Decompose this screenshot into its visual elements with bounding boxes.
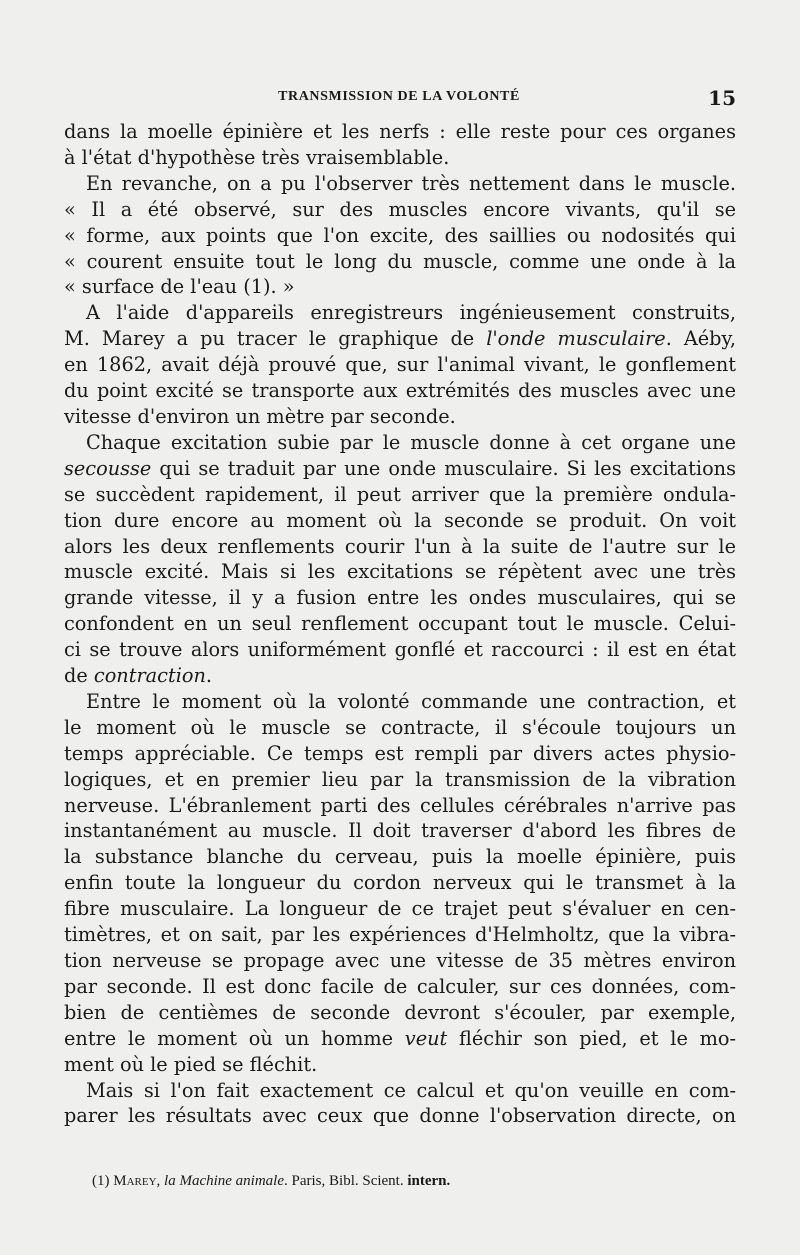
text-line: « courent ensuite tout le long du muscle, comme une onde à la	[64, 249, 736, 273]
text-line	[64, 456, 736, 482]
text-line: confondent en un seul renflement occupant tout le muscle. Celui-	[64, 612, 736, 636]
footnote-separator: ,	[156, 1173, 165, 1189]
text-line: bien de centièmes de seconde devront s'écouler, par exemple,	[64, 1000, 736, 1024]
text-line: fibre musculaire. La longueur de ce trajet peut s'évaluer en cen-	[64, 897, 736, 921]
text-segment: fléchir son pied, et le mo-	[447, 1026, 736, 1050]
text-line: temps appréciable. Ce temps est rempli par divers actes physio-	[64, 741, 736, 765]
footnote	[92, 1173, 450, 1190]
italic-term: l'onde musculaire	[486, 327, 666, 351]
footnote-marker: (1)	[92, 1173, 114, 1189]
footnote-publisher: . Paris, Bibl. Scient.	[284, 1173, 408, 1189]
text-line: nerveuse. L'ébranlement parti des cellules cérébrales n'arrive pas	[64, 793, 736, 817]
text-segment: entre le moment où un homme	[64, 1026, 405, 1050]
text-segment: M. Marey a pu tracer le graphique de	[64, 327, 487, 351]
page-header	[62, 86, 736, 111]
text-line: enfin toute la longueur du cordon nerveux qui le transmet à la	[64, 871, 736, 895]
text-line: en 1862, avait déjà prouvé que, sur l'animal vivant, le gonflement	[64, 353, 736, 377]
italic-term: veut	[404, 1026, 448, 1050]
text-line: alors les deux renflements courir l'un à la suite de l'autre sur le	[64, 534, 736, 558]
text-segment: .	[205, 664, 213, 688]
text-line	[64, 1026, 736, 1052]
text-line: « Il a été observé, sur des muscles encore vivants, qu'il se	[64, 197, 736, 221]
text-line: Mais si l'on fait exactement ce calcul et qu'on veuille en com-	[86, 1078, 736, 1102]
text-segment: . Aéby,	[665, 327, 736, 351]
text-line: se succèdent rapidement, il peut arriver que la première ondula-	[64, 482, 736, 506]
text-line: « surface de l'eau (1). »	[64, 275, 295, 299]
italic-term: secousse	[64, 456, 152, 480]
footnote-series: intern.	[407, 1173, 451, 1189]
text-line: instantanément au muscle. Il doit traverser d'abord les fibres de	[64, 819, 736, 843]
page-number: 15	[708, 86, 736, 110]
text-line: « forme, aux points que l'on excite, des saillies ou nodosités qui	[64, 223, 736, 247]
text-line: vitesse d'environ un mètre par seconde.	[64, 404, 456, 428]
text-line: parer les résultats avec ceux que donne l'observation directe, on	[64, 1104, 736, 1128]
text-line: muscle excité. Mais si les excitations se répètent avec une très	[64, 560, 736, 584]
text-line: le moment où le muscle se contracte, il s'écoule toujours un	[64, 715, 736, 739]
text-line: grande vitesse, il y a fusion entre les ondes musculaires, qui se	[64, 586, 736, 610]
text-line: logiques, et en premier lieu par la transmission de la vibration	[64, 767, 736, 791]
running-title: TRANSMISSION DE LA VOLONTÉ	[278, 89, 520, 104]
text-line: A l'aide d'appareils enregistreurs ingénieusement construits,	[86, 301, 736, 325]
text-segment: de	[64, 664, 94, 688]
text-line	[64, 663, 736, 689]
text-line: Chaque excitation subie par le muscle donne à cet organe une	[86, 430, 736, 454]
text-segment: qui se traduit par une onde musculaire. Si les excitations	[151, 456, 736, 480]
footnote-title: la Machine animale	[164, 1173, 285, 1189]
text-line: par seconde. Il est donc facile de calculer, sur ces données, com-	[64, 974, 736, 998]
text-line: tion nerveuse se propage avec une vitesse de 35 mètres environ	[64, 949, 736, 972]
text-line: Entre le moment où la volonté commande une contraction, et	[86, 689, 736, 713]
text-line: la substance blanche du cerveau, puis la moelle épinière, puis	[64, 845, 736, 869]
text-line: ment où le pied se fléchit.	[64, 1052, 318, 1076]
body-text	[64, 119, 736, 1129]
text-line: tion dure encore au moment où la seconde se produit. On voit	[64, 508, 736, 532]
text-line: timètres, et on sait, par les expériences d'Helmholtz, que la vibra-	[64, 923, 736, 947]
text-line: En revanche, on a pu l'observer très nettement dans le muscle.	[86, 171, 736, 195]
footnote-author: Marey	[113, 1173, 157, 1189]
text-line: ci se trouve alors uniformément gonflé et raccourci : il est en état	[64, 638, 736, 662]
text-line: à l'état d'hypothèse très vraisemblable.	[64, 145, 450, 169]
text-line: dans la moelle épinière et les nerfs : elle reste pour ces organes	[64, 120, 736, 143]
italic-term: contraction	[93, 664, 206, 688]
text-line: du point excité se transporte aux extrémités des muscles avec une	[64, 379, 736, 403]
text-line	[64, 326, 736, 352]
